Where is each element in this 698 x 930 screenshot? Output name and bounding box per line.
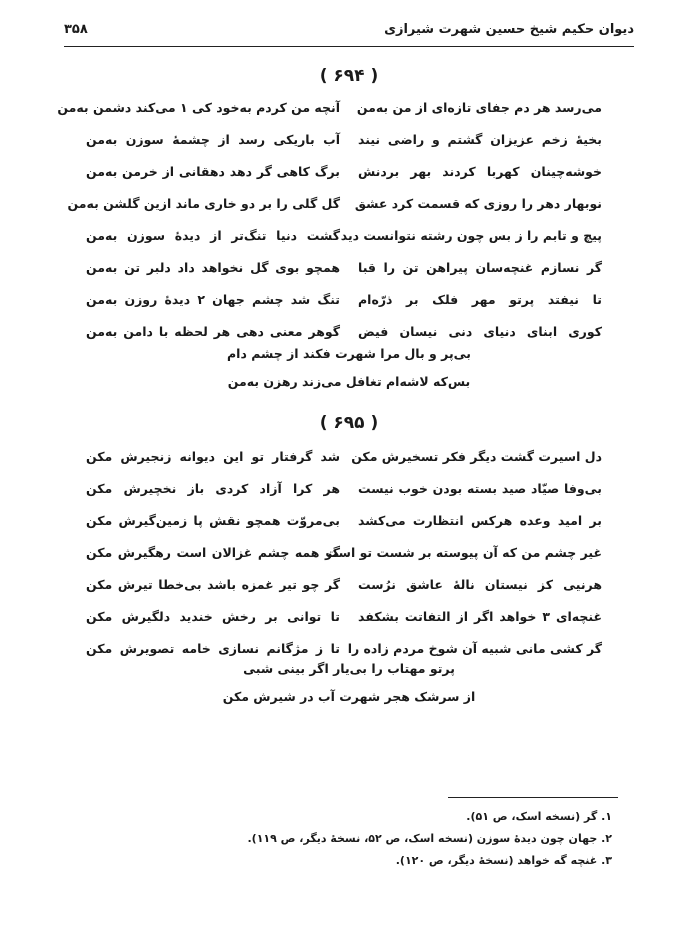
first-hemistich: تا نیفتد پرتو مهر فلک بر ذرّه‌ام: [358, 292, 602, 307]
couplet: [0, 513, 698, 545]
first-hemistich: گر نسازم غنچه‌سان پیراهن تن را قبا: [358, 260, 602, 275]
second-hemistich: برگ کاهی گر دهد دهقانی از خرمن به‌من: [86, 164, 340, 179]
closing-hemistich: پرتو مهتاب را بی‌یار اگر بینی شبی: [243, 661, 455, 676]
first-hemistich: گر کشی مانی شبیه آن شوخ مردم زاده را: [347, 641, 602, 656]
second-hemistich: گوهر معنی دهی هر لحظه با دامن به‌من: [86, 324, 340, 339]
second-hemistich: آنچه من کردم به‌خود کی ۱ می‌کند دشمن به‌من: [57, 100, 340, 115]
second-hemistich: آب باریکی رسد از چشمهٔ سوزن به‌من: [86, 132, 340, 147]
couplet: [0, 196, 698, 228]
first-hemistich: می‌رسد هر دم جفای تازه‌ای از من به‌من: [356, 100, 602, 115]
couplet: [0, 260, 698, 292]
poem-number: ( ۶۹۵ ): [319, 413, 379, 433]
second-hemistich: گر چو تیر غمزه باشد بی‌خطا تیرش مکن: [86, 577, 340, 592]
couplet: [0, 449, 698, 481]
poem-number: ( ۶۹۴ ): [319, 66, 379, 86]
couplet: [0, 100, 698, 132]
first-hemistich: پیچ و تابم را ز بس چون رشته نتوانست دید: [340, 228, 602, 243]
second-hemistich: گل گلی را بر دو خاری ماند ازین گلشن به‌من: [67, 196, 340, 211]
first-hemistich: هرنیی کز نیستان نالهٔ عاشق نرُست: [358, 577, 602, 592]
footnote-rule: [448, 797, 618, 798]
couplet: [0, 228, 698, 260]
closing-hemistich: بس‌که لاشه‌ام تغافل می‌زند رهزن به‌من: [227, 374, 471, 389]
first-hemistich: خوشه‌چینان کهربا کردند بهر بردنش: [358, 164, 602, 179]
second-hemistich: هر کرا آزاد کردی باز نخچیرش مکن: [86, 481, 340, 496]
footnote: ۳. غنچه گه خواهد (نسخهٔ دیگر، ص ۱۲۰).: [395, 854, 612, 867]
second-hemistich: گر همه چشم غزالان است رهگیرش مکن: [86, 545, 340, 560]
first-hemistich: بر امید وعده هرکس انتظارت می‌کشد: [358, 513, 602, 528]
couplet: [0, 545, 698, 577]
second-hemistich: تنگ شد چشم جهان ۲ دیدهٔ روزن به‌من: [86, 292, 340, 307]
closing-hemistich: از سرشک هجر شهرت آب در شیرش مکن: [222, 689, 476, 704]
couplet: [0, 132, 698, 164]
couplet: [0, 481, 698, 513]
first-hemistich: غیر چشم من که آن پیوسته بر شست تو است: [325, 545, 602, 560]
header-rule: [64, 46, 634, 47]
couplet: [0, 164, 698, 196]
second-hemistich: تا توانی بر رخش خندید دلگیرش مکن: [86, 609, 340, 624]
header-title: دیوان حکیم شیخ حسین شهرت شیرازی: [384, 22, 634, 37]
first-hemistich: بی‌وفا صیّاد صید بسته بودن خوب نیست: [358, 481, 602, 496]
second-hemistich: بی‌مروّت همچو نقش پا زمین‌گیرش مکن: [86, 513, 340, 528]
second-hemistich: همچو بوی گل نخواهد داد دلبر تن به‌من: [86, 260, 340, 275]
second-hemistich: گشت دنیا تنگ‌تر از دیدهٔ سوزن به‌من: [86, 228, 340, 243]
couplet: [0, 577, 698, 609]
first-hemistich: نوبهار دهر را روزی که قسمت کرد عشق: [354, 196, 602, 211]
second-hemistich: تا ز مژگانم نسازی خامه تصویرش مکن: [86, 641, 340, 656]
page-number: ۳۵۸: [64, 22, 88, 37]
first-hemistich: بخیهٔ زخم عزیزان گشتم و راضی نیند: [358, 132, 602, 147]
couplet: [0, 292, 698, 324]
first-hemistich: دل اسیرت گشت دیگر فکر تسخیرش مکن: [351, 449, 602, 464]
first-hemistich: غنچه‌ای ۳ خواهد اگر از التفاتت بشکفد: [358, 609, 602, 624]
second-hemistich: شد گرفتار تو این دیوانه زنجیرش مکن: [86, 449, 340, 464]
page-header: [64, 20, 634, 48]
closing-hemistich: بی‌پر و بال مرا شهرت فکند از چشم دام: [227, 346, 471, 361]
footnote: ۲. جهان چون دیدهٔ سوزن (نسخه اسک، ص ۵۲، نسخهٔ دیگر، ص ۱۱۹).: [247, 832, 612, 845]
first-hemistich: کوری ابنای دنیای دنی نیسان فیض: [358, 324, 602, 339]
footnote: ۱. گر (نسخه اسک، ص ۵۱).: [466, 810, 612, 823]
couplet: [0, 609, 698, 641]
